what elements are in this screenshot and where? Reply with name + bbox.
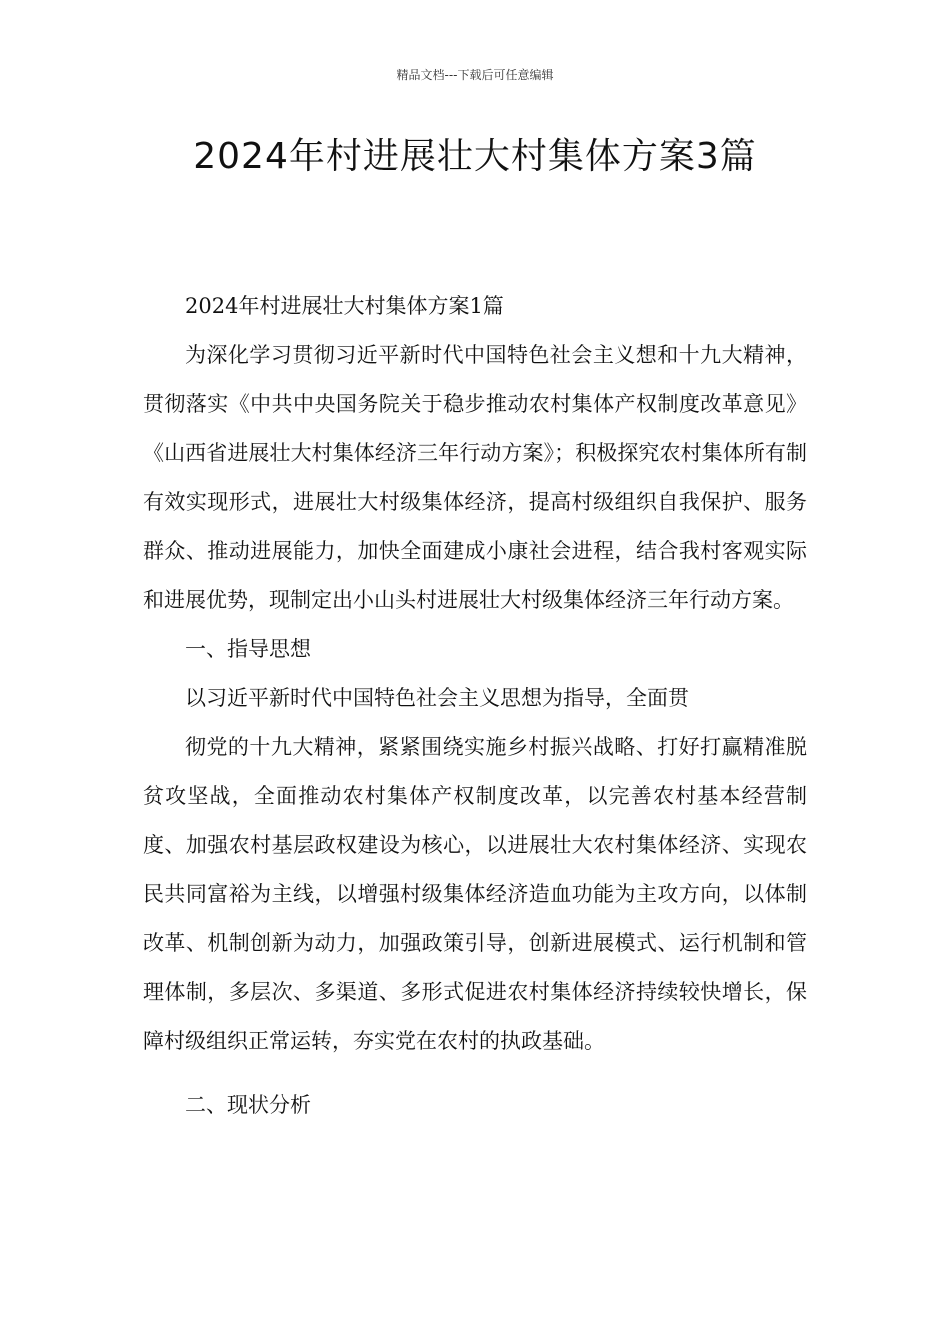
header-note: 精品文档---下载后可任意编辑 [396,68,554,82]
heading-status-analysis: 二、现状分析 [185,1093,311,1117]
paragraph-guiding-body: 彻党的十九大精神，紧紧围绕实施乡村振兴战略、打好打赢精准脱贫攻坚战，全面推动农村集体产权制度改革，以完善农村基本经营制度、加强农村基层政权建设为核心，以进展壮大农村集体经济、实现农民共同富裕为主线，以增强村级集体经济造血功能为主攻方向，以体制改革、机制创新为动力，加强政策引导，创新进展模式、运行机制和管理体制，多层次、多渠道、多形式促进农村集体经济持续较快增长，保障村级组织正常运转，夯实党在农村的执政基础。 [143,735,807,1053]
paragraph-intro: 为深化学习贯彻习近平新时代中国特色社会主义想和十九大精神，贯彻落实《中共中央国务院关于稳步推动农村集体产权制度改革意见》《山西省进展壮大村集体经济三年行动方案》；积极探究农村集体所有制有效实现形式，进展壮大村级集体经济，提高村级组织自我保护、服务群众、推动进展能力，加快全面建成小康社会进程，结合我村客观实际和进展优势，现制定出小山头村进展壮大村级集体经济三年行动方案。 [143,343,807,612]
document-title: 2024年村进展壮大村集体方案3篇 [193,136,757,177]
heading-guiding-ideology: 一、指导思想 [185,637,311,661]
paragraph-guiding-line: 以习近平新时代中国特色社会主义思想为指导，全面贯 [185,686,689,710]
section-subtitle: 2024年村进展壮大村集体方案1篇 [185,294,504,318]
document-body [143,282,807,1130]
